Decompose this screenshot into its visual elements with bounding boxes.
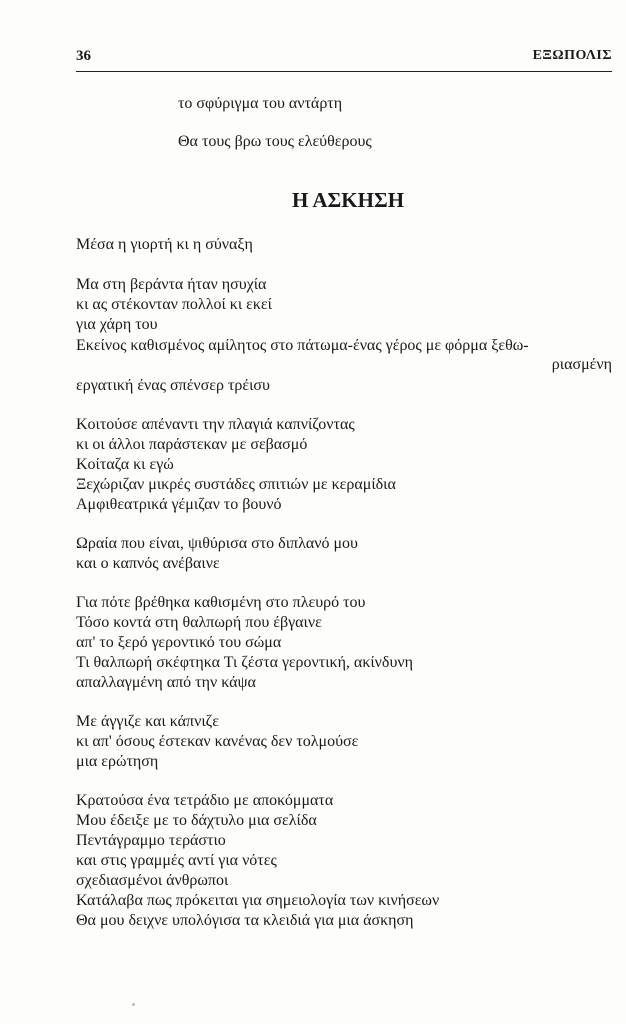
- header-rule: [76, 71, 612, 72]
- poem-line: και στις γραμμές αντί για νότες: [76, 852, 277, 869]
- poem-line: Ξεχώριζαν μικρές συστάδες σπιτιών με κεραμίδια: [76, 476, 396, 493]
- poem-line: κι απ' όσους έστεκαν κανένας δεν τολμούσε: [76, 733, 359, 750]
- page-number: 36: [76, 48, 91, 64]
- poem-line: μια ερώτηση: [76, 753, 159, 770]
- poem-line: Κατάλαβα πως πρόκειται για σημειολογία των κινήσεων: [76, 892, 440, 909]
- poem-line: εργατική ένας σπένσερ τρέισυ: [76, 377, 270, 394]
- paper-speck: [132, 1003, 135, 1006]
- poem-line: Με άγγιζε και κάπνιζε: [76, 713, 219, 730]
- poem-line: Μα στη βεράντα ήταν ησυχία: [76, 276, 267, 293]
- poem-line-runover: ριασμένη: [551, 356, 612, 373]
- poem-line: Μέσα η γιορτή κι η σύναξη: [76, 236, 253, 253]
- poem-line: για χάρη του: [76, 316, 158, 333]
- running-head: ΕΞΩΠΟΛΙΣ: [532, 48, 612, 63]
- poem-line: σχεδιασμένοι άνθρωποι: [76, 872, 229, 889]
- poem-line: Πεντάγραμμο τεράστιο: [76, 832, 226, 849]
- poem-line: Μου έδειξε με το δάχτυλο μια σελίδα: [76, 812, 317, 829]
- poem-line: Ωραία που είναι, ψιθύρισα στο διπλανό μου: [76, 535, 358, 552]
- poem-line: απαλλαγμένη από την κάψα: [76, 674, 256, 691]
- poem-line: Κρατούσα ένα τετράδιο με αποκόμματα: [76, 792, 334, 809]
- poem-title: Η ΑΣΚΗΣΗ: [291, 188, 405, 212]
- poem-line: Αμφιθεατρικά γέμιζαν το βουνό: [76, 496, 282, 513]
- poem-line: Για πότε βρέθηκα καθισμένη στο πλευρό του: [76, 594, 366, 611]
- poem-line: Τόσο κοντά στη θαλπωρή που έβγαινε: [76, 614, 322, 631]
- poem-line: Θα μου δειχνε υπολόγισα τα κλειδιά για μια άσκηση: [76, 912, 414, 929]
- intro-line: το σφύριγμα του αντάρτη: [178, 95, 343, 112]
- poem-line: κι ας στέκονταν πολλοί κι εκεί: [76, 296, 272, 313]
- poem-line: και ο καπνός ανέβαινε: [76, 555, 220, 572]
- poem-line: Τι θαλπωρή σκέφτηκα Τι ζέστα γεροντική, ακίνδυνη: [76, 654, 413, 671]
- intro-line: Θα τους βρω τους ελεύθερους: [178, 133, 372, 150]
- poem-line: Εκείνος καθισμένος αμίλητος στο πάτωμα-ένας γέρος με φόρμα ξεθω-: [76, 337, 529, 354]
- poem-line: Κοιτούσε απέναντι την πλαγιά καπνίζοντας: [76, 416, 355, 433]
- page-header: [76, 48, 612, 70]
- poem-line: απ' το ξερό γεροντικό του σώμα: [76, 634, 282, 651]
- poem-line: κι οι άλλοι παράστεκαν με σεβασμό: [76, 436, 308, 453]
- poem-line: Κοίταζα κι εγώ: [76, 456, 174, 473]
